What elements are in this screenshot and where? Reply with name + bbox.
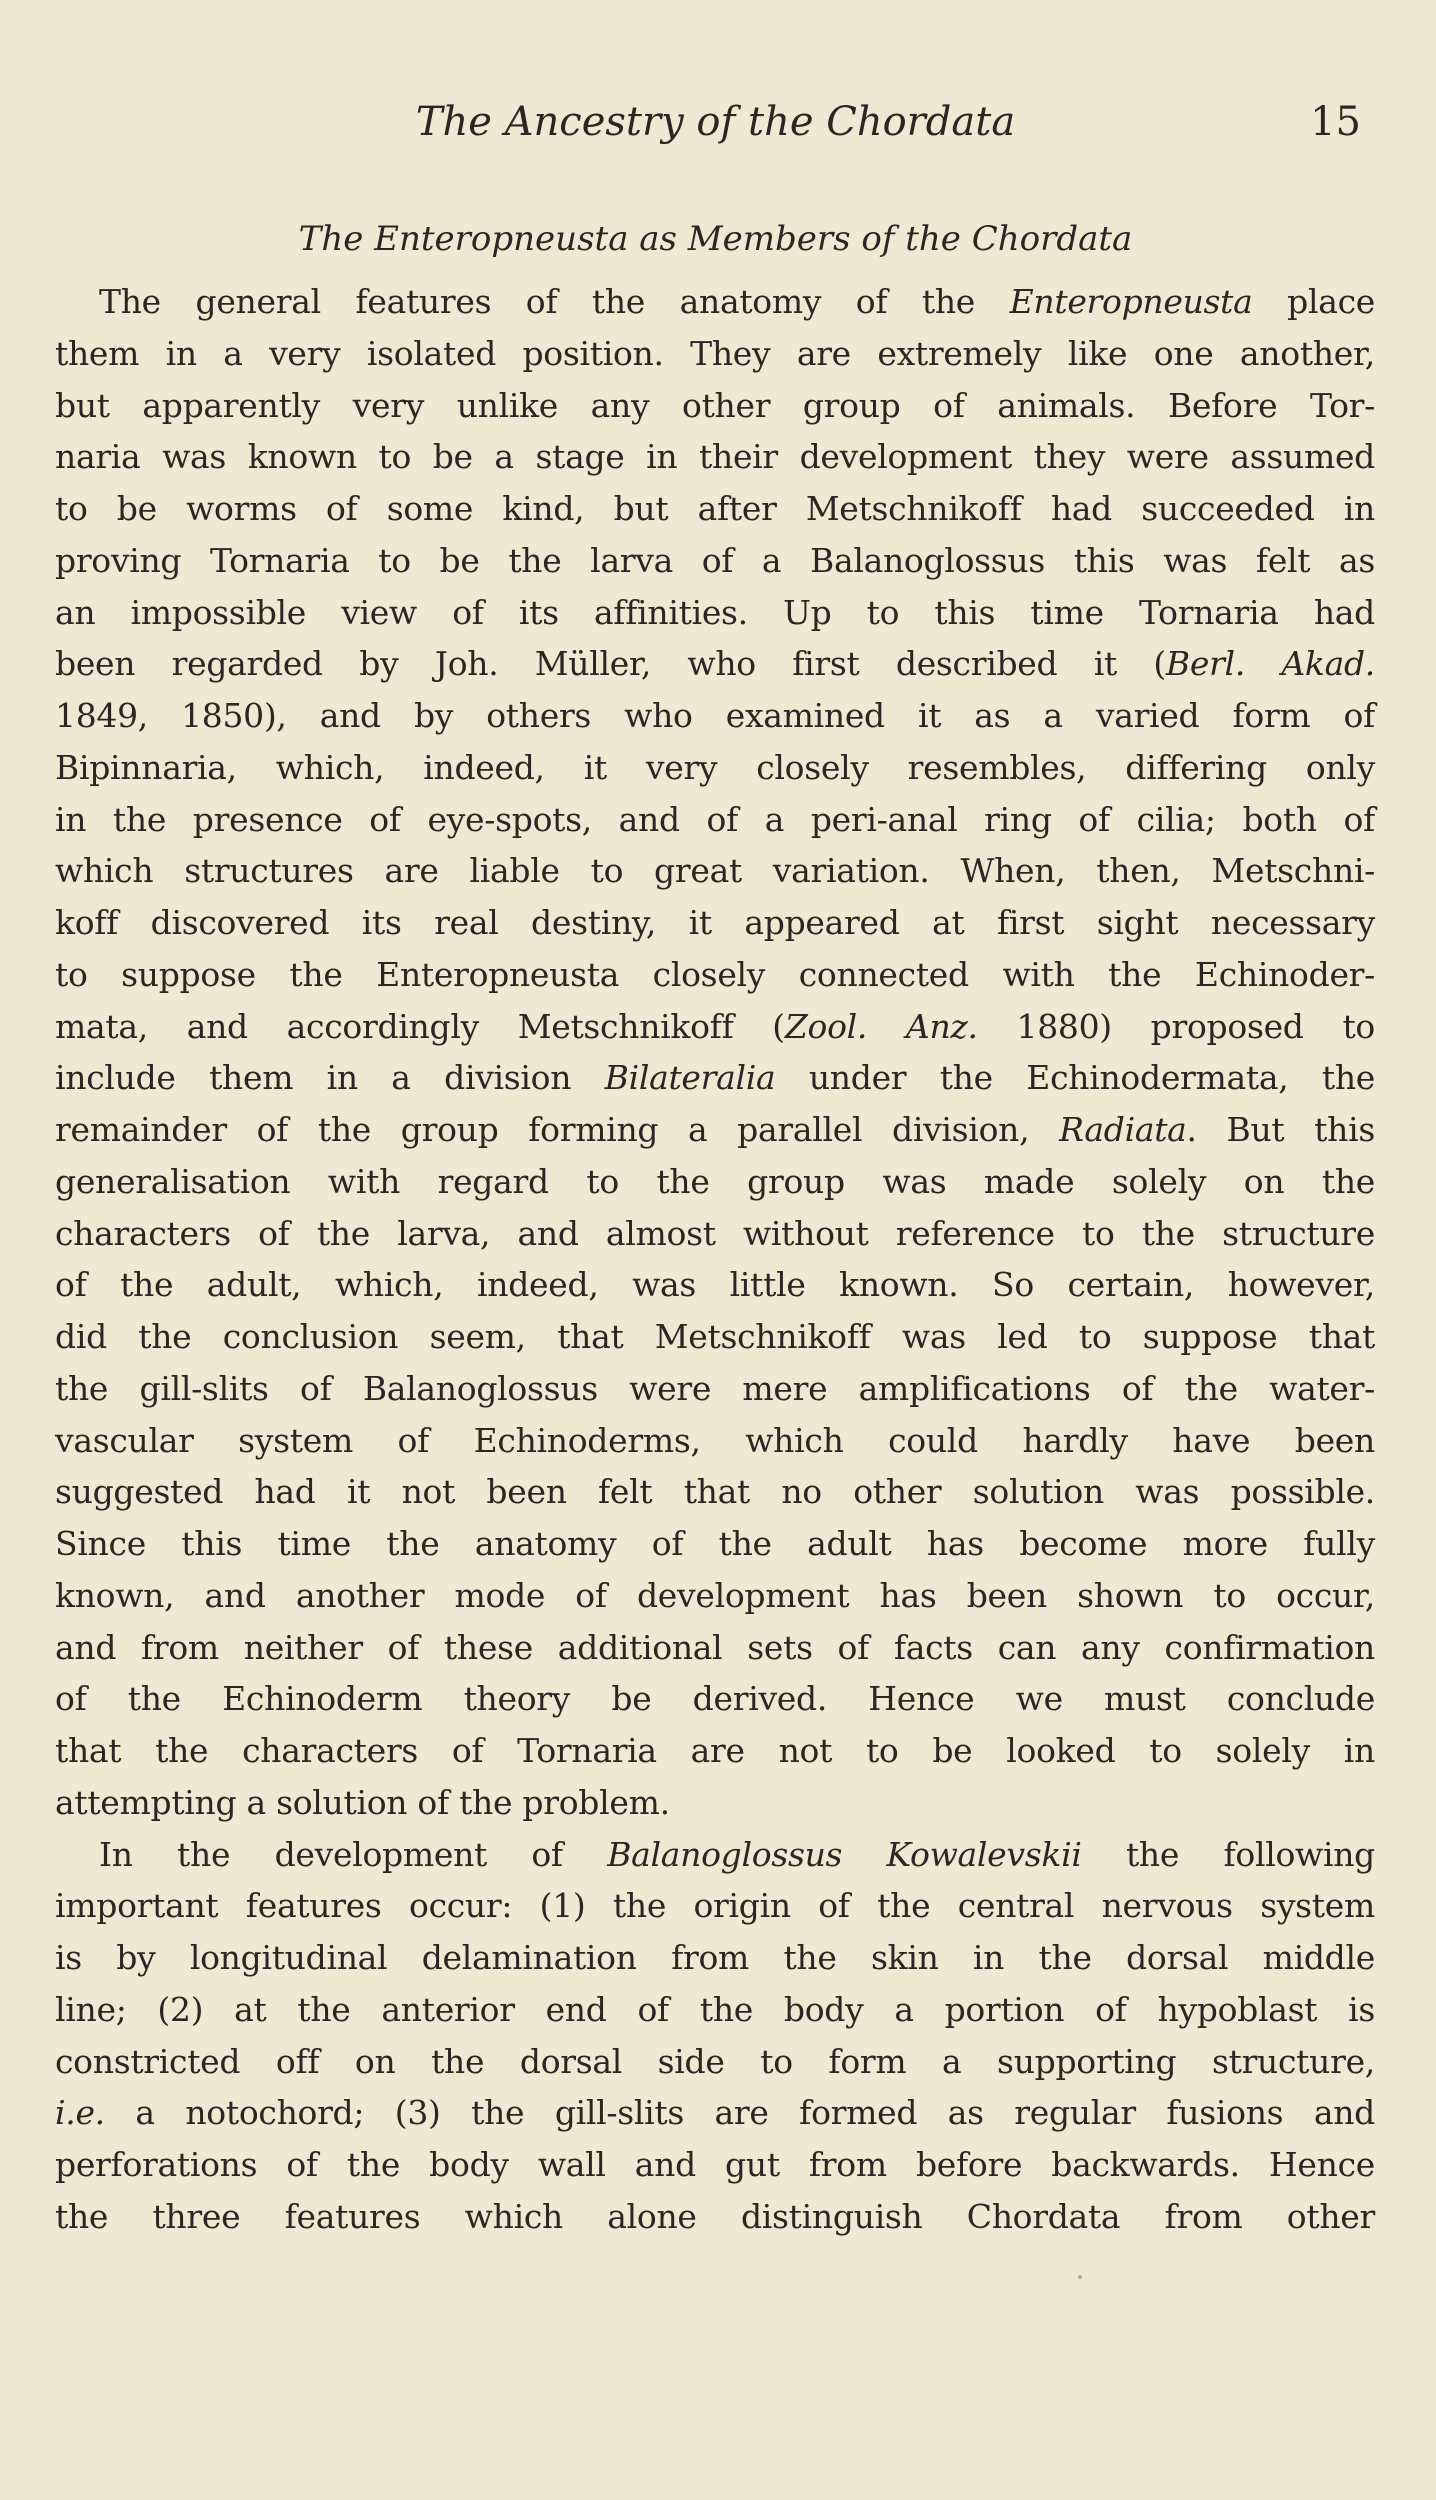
text-segment: a notochord; (3) the gill-slits are formed as regular fusions and [104, 2093, 1375, 2133]
text-line [55, 1880, 1375, 1932]
text-segment: of the adult, which, indeed, was little known. So certain, however, [55, 1265, 1375, 1305]
italic-text: Radiata [1059, 1110, 1187, 1149]
text-line [55, 2139, 1375, 2191]
text-line [55, 742, 1375, 794]
paper-speck [1078, 2275, 1082, 2279]
text-line [55, 1932, 1375, 1984]
text-segment: in the presence of eye-spots, and of a peri-anal ring of cilia; both of [55, 799, 1375, 839]
text-line [55, 1311, 1375, 1363]
text-line [55, 1052, 1375, 1104]
section-heading: The Enteropneusta as Members of the Chordata [298, 219, 1133, 259]
text-line [55, 638, 1375, 690]
text-segment: known, and another mode of development has been shown to occur, [55, 1575, 1375, 1615]
text-line [55, 276, 1375, 328]
text-line [55, 794, 1375, 846]
text-line [55, 1984, 1375, 2036]
text-line [55, 949, 1375, 1001]
text-line [55, 483, 1375, 535]
text-segment: the three features which alone distinguish Chordata from other [55, 2196, 1375, 2236]
text-line [55, 1518, 1375, 1570]
text-segment: constricted off on the dorsal side to form a supporting structure, [55, 2041, 1375, 2081]
text-segment: line; (2) at the anterior end of the body a portion of hypoblast is [55, 1989, 1375, 2029]
text-segment: characters of the larva, and almost without reference to the structure [55, 1213, 1375, 1253]
text-segment: the following [1081, 1834, 1375, 1874]
running-head [55, 92, 1376, 152]
text-segment: include them in a division [55, 1058, 605, 1098]
text-segment: suggested had it not been felt that no other solution was possible. [55, 1472, 1375, 1512]
italic-text: Bilateralia [604, 1058, 776, 1098]
text-line [55, 1570, 1375, 1622]
italic-text: i.e. [55, 2093, 105, 2133]
text-line [55, 1259, 1375, 1311]
text-segment: that the characters of Tornaria are not to be looked to solely in [55, 1731, 1375, 1770]
text-line [55, 1208, 1375, 1260]
text-segment: to be worms of some kind, but after Metschnikoff had succeeded in [55, 489, 1375, 528]
text-segment: under the Echinodermata, the [775, 1058, 1375, 1098]
text-line [55, 1104, 1375, 1156]
text-line [55, 2036, 1375, 2088]
text-line [55, 535, 1375, 587]
text-segment: the gill-slits of Balanoglossus were mere amplifications of the water- [55, 1368, 1375, 1408]
text-segment: is by longitudinal delamination from the skin in the dorsal middle [55, 1938, 1375, 1977]
text-segment: an impossible view of its affinities. Up to this time Tornaria had [55, 592, 1375, 632]
text-line [55, 2191, 1375, 2243]
running-title: The Ancestry of the Chordata [415, 99, 1016, 145]
text-line [55, 587, 1375, 639]
text-segment: 1880) proposed to [977, 1006, 1375, 1046]
text-line [55, 380, 1375, 432]
text-line [55, 845, 1375, 897]
text-line [55, 1829, 1375, 1881]
text-line [55, 1001, 1375, 1053]
text-segment: koff discovered its real destiny, it appeared at first sight necessary [55, 903, 1375, 942]
text-segment: mata, and accordingly Metschnikoff ( [55, 1006, 785, 1046]
text-segment: The general features of the anatomy of the [99, 282, 1010, 321]
page-number: 15 [1310, 99, 1361, 145]
text-segment: place [1252, 282, 1375, 321]
text-line [55, 1415, 1375, 1467]
text-segment: proving Tornaria to be the larva of a Balanoglossus this was felt as [55, 540, 1375, 580]
text-line [55, 1725, 1375, 1777]
text-segment: 1849, 1850), and by others who examined it as a varied form of [55, 696, 1375, 735]
text-segment: did the conclusion seem, that Metschnikoff was led to suppose that [55, 1317, 1375, 1356]
text-segment: which structures are liable to great variation. When, then, Metschni- [55, 851, 1375, 891]
text-line [55, 1673, 1375, 1725]
text-segment: them in a very isolated position. They are extremely like one another, [55, 333, 1375, 373]
italic-text: Berl. Akad. [1165, 644, 1375, 684]
text-segment: and from neither of these additional sets of facts can any confirmation [55, 1627, 1375, 1667]
text-segment: Bipinnaria, which, indeed, it very closely resembles, differing only [55, 747, 1375, 787]
text-line [55, 690, 1375, 742]
text-line [55, 1156, 1375, 1208]
italic-text: Balanoglossus Kowalevskii [607, 1834, 1082, 1874]
text-segment: . But this [1186, 1110, 1375, 1149]
text-segment: important features occur: (1) the origin of the central nervous system [55, 1886, 1375, 1926]
text-segment: to suppose the Enteropneusta closely connected with the Echinoder- [55, 954, 1375, 994]
text-line [55, 1622, 1375, 1674]
text-segment: generalisation with regard to the group was made solely on the [55, 1161, 1375, 1201]
text-segment: been regarded by Joh. Müller, who first described it ( [55, 644, 1166, 684]
text-segment: of the Echinoderm theory be derived. Hence we must conclude [55, 1679, 1375, 1719]
text-line [55, 328, 1375, 380]
text-line [55, 897, 1375, 949]
text-segment: vascular system of Echinoderms, which could hardly have been [55, 1420, 1375, 1460]
text-segment: perforations of the body wall and gut from before backwards. Hence [55, 2145, 1375, 2184]
text-line [55, 431, 1375, 483]
text-segment: attempting a solution of the problem. [55, 1782, 670, 1822]
italic-text: Enteropneusta [1009, 282, 1253, 321]
text-segment: but apparently very unlike any other group of animals. Before Tor- [55, 385, 1375, 425]
text-line [55, 1466, 1375, 1518]
text-segment: In the development of [99, 1834, 608, 1874]
text-segment: remainder of the group forming a parallel division, [55, 1110, 1060, 1149]
text-segment: naria was known to be a stage in their development they were assumed [55, 437, 1375, 477]
text-line [55, 1363, 1375, 1415]
text-segment: Since this time the anatomy of the adult has become more fully [55, 1524, 1375, 1563]
text-line [55, 2087, 1375, 2139]
italic-text: Zool. Anz. [784, 1006, 978, 1046]
text-line [55, 1777, 1375, 1829]
body-text [55, 276, 1375, 2243]
